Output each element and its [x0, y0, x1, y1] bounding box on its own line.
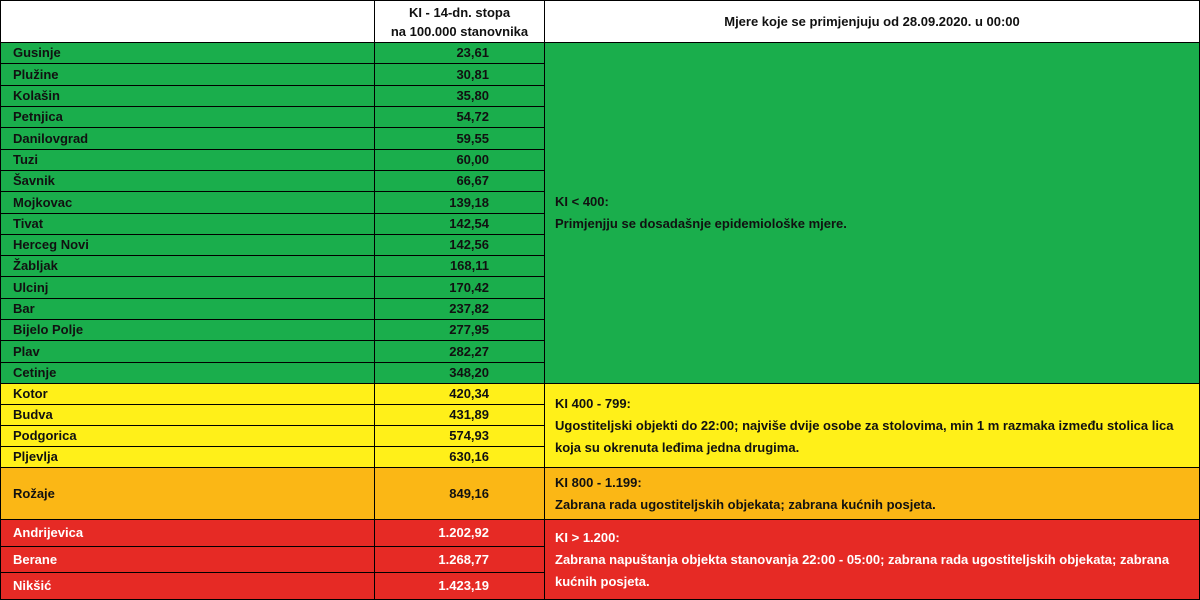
municipality-name: Plužine: [0, 64, 375, 86]
measure-green: [545, 43, 1200, 384]
rate-value: 420,34: [375, 384, 545, 405]
municipality-name: Plav: [0, 341, 375, 363]
measure-orange-title: KI 800 - 1.199:: [555, 474, 642, 490]
measure-yellow: [545, 384, 1200, 468]
measure-red-title: KI > 1.200:: [555, 529, 620, 545]
municipality-name: Cetinje: [0, 363, 375, 384]
rate-value: 1.202,92: [375, 520, 545, 547]
rate-value: 30,81: [375, 64, 545, 86]
municipality-name: Herceg Novi: [0, 235, 375, 256]
municipality-name: Danilovgrad: [0, 128, 375, 150]
rate-value: 23,61: [375, 43, 545, 64]
header-rate: [375, 0, 545, 43]
municipality-name: Podgorica: [0, 426, 375, 447]
rate-value: 630,16: [375, 447, 545, 468]
municipality-name: Šavnik: [0, 171, 375, 192]
municipality-name: Tuzi: [0, 150, 375, 171]
municipality-name: Andrijevica: [0, 520, 375, 547]
municipality-name: Žabljak: [0, 256, 375, 277]
rate-value: 142,56: [375, 235, 545, 256]
municipality-name: Petnjica: [0, 107, 375, 128]
rate-value: 168,11: [375, 256, 545, 277]
rate-value: 1.268,77: [375, 547, 545, 573]
measure-red: [545, 520, 1200, 600]
municipality-name: Rožaje: [0, 468, 375, 520]
measure-green-text: Primjenjju se dosadašnje epidemiološke mjere.: [555, 216, 847, 231]
rate-value: 1.423,19: [375, 573, 545, 600]
header-rate-line2: na 100.000 stanovnika: [390, 23, 529, 39]
rate-value: 59,55: [375, 128, 545, 150]
rate-value: 170,42: [375, 277, 545, 299]
measure-orange: [545, 468, 1200, 520]
rate-value: 60,00: [375, 150, 545, 171]
municipality-name: Mojkovac: [0, 192, 375, 214]
rate-value: 237,82: [375, 299, 545, 320]
measure-orange-text: Zabrana rada ugostiteljskih objekata; zabrana kućnih posjeta.: [555, 496, 936, 512]
measure-yellow-title: KI 400 - 799:: [555, 395, 631, 411]
rate-value: 282,27: [375, 341, 545, 363]
municipality-name: Tivat: [0, 214, 375, 235]
measure-red-text: Zabrana napuštanja objekta stanovanja 22:00 - 05:00; zabrana rada ugostiteljskih objekata; zabrana kućnih posjeta.: [555, 551, 1170, 589]
rate-value: 54,72: [375, 107, 545, 128]
header-measures: [545, 0, 1200, 43]
rate-value: 35,80: [375, 86, 545, 107]
municipality-name: Bijelo Polje: [0, 320, 375, 341]
measure-yellow-text: Ugostiteljski objekti do 22:00; najviše dvije osobe za stolovima, min 1 m razmaka između stolica lica koja su okrenuta leđima jedna drugima.: [555, 417, 1174, 455]
rate-value: 66,67: [375, 171, 545, 192]
rate-value: 277,95: [375, 320, 545, 341]
header-measures-text: Mjere koje se primjenjuju od 28.09.2020. u 00:00: [724, 14, 1020, 29]
header-rate-line1: KI - 14-dn. stopa: [408, 4, 511, 20]
rate-value: 348,20: [375, 363, 545, 384]
rate-value: 849,16: [375, 468, 545, 520]
rate-value: 574,93: [375, 426, 545, 447]
municipality-name: Gusinje: [0, 43, 375, 64]
rate-value: 431,89: [375, 405, 545, 426]
municipality-name: Nikšić: [0, 573, 375, 600]
municipality-name: Budva: [0, 405, 375, 426]
measure-green-title: KI < 400:: [555, 194, 609, 209]
rate-value: 142,54: [375, 214, 545, 235]
municipality-name: Kolašin: [0, 86, 375, 107]
municipality-name: Pljevlja: [0, 447, 375, 468]
municipality-name: Bar: [0, 299, 375, 320]
municipality-name: Ulcinj: [0, 277, 375, 299]
header-municipality: [0, 0, 375, 43]
municipality-name: Berane: [0, 547, 375, 573]
rate-value: 139,18: [375, 192, 545, 214]
municipality-name: Kotor: [0, 384, 375, 405]
